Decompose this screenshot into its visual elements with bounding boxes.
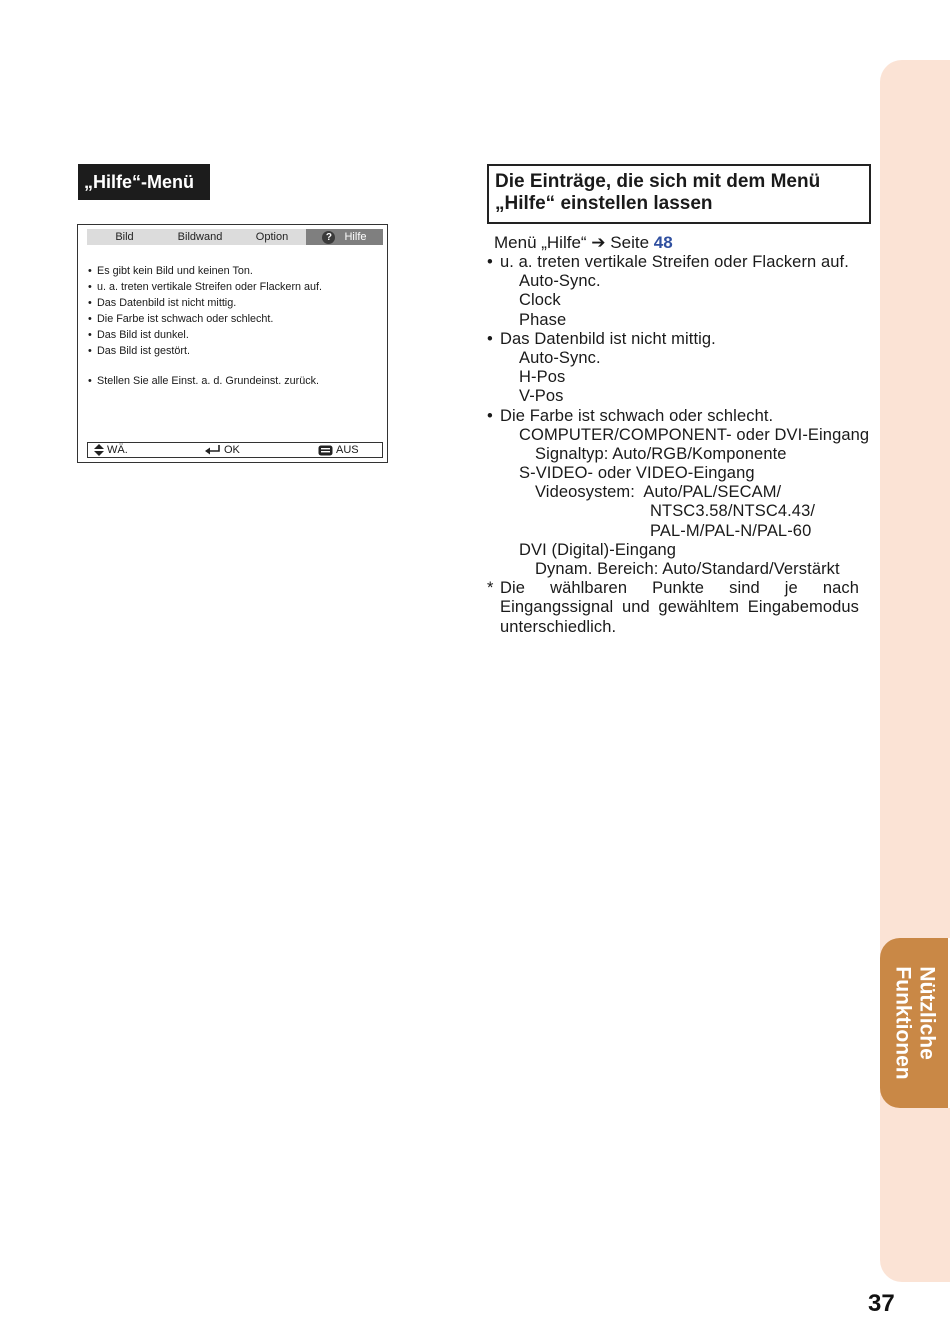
osd-footer bbox=[87, 442, 383, 458]
setting-item: COMPUTER/COMPONENT- oder DVI-Eingang bbox=[519, 425, 870, 444]
tab-hilfe bbox=[306, 229, 383, 245]
bullet-item: • u. a. treten vertikale Streifen oder Flackern auf. bbox=[487, 253, 859, 272]
enter-icon bbox=[205, 445, 221, 455]
tab-bild: Bild bbox=[115, 231, 134, 243]
bullet-item: • Die Farbe ist schwach oder schlecht. bbox=[487, 407, 859, 426]
chapter-tab[interactable] bbox=[880, 938, 950, 1108]
setting-item: Phase bbox=[519, 310, 567, 329]
list-item: • Die Farbe ist schwach oder schlecht. bbox=[88, 311, 322, 327]
setting-item: Auto-Sync. bbox=[519, 348, 601, 367]
chapter-tab-line1: Nützliche bbox=[916, 966, 939, 1060]
list-item: • Es gibt kein Bild und keinen Ton. bbox=[88, 263, 322, 279]
footer-select-label: WÄ. bbox=[107, 444, 128, 456]
setting-item: V-Pos bbox=[519, 387, 564, 406]
setting-item: Auto-Sync. bbox=[519, 272, 601, 291]
note-line-1: * Die wählbaren Punkte sind je nach bbox=[487, 579, 859, 598]
help-menu-screenshot bbox=[77, 224, 388, 463]
menu-button-icon bbox=[318, 445, 333, 456]
note-line-3: unterschiedlich. bbox=[500, 617, 617, 636]
footer-ok bbox=[205, 443, 240, 457]
section-heading: Die Einträge, die sich mit dem Menü „Hilfe“ einstellen lassen bbox=[487, 164, 871, 224]
footer-select bbox=[94, 443, 128, 457]
menu-section-title: „Hilfe“-Menü bbox=[78, 164, 210, 200]
osd-help-list bbox=[88, 263, 322, 359]
page-reference-prefix: Menü „Hilfe“ ➔ Seite bbox=[494, 233, 654, 252]
up-down-arrow-icon bbox=[94, 444, 104, 456]
list-item: • u. a. treten vertikale Streifen oder Flackern auf. bbox=[88, 279, 322, 295]
setting-item: PAL-M/PAL-N/PAL-60 bbox=[650, 521, 812, 540]
settings-list bbox=[487, 253, 870, 637]
chapter-tab-line2: Funktionen bbox=[892, 966, 915, 1080]
footer-ok-label: OK bbox=[224, 444, 240, 456]
setting-item: NTSC3.58/NTSC4.43/ bbox=[650, 502, 816, 521]
bullet-item: • Das Datenbild ist nicht mittig. bbox=[487, 330, 859, 349]
osd-reset-item: • Stellen Sie alle Einst. a. d. Grundeinst. zurück. bbox=[88, 375, 319, 387]
osd-tab-bar bbox=[87, 229, 383, 245]
tab-bildwand: Bildwand bbox=[177, 231, 223, 243]
list-item: • Das Datenbild ist nicht mittig. bbox=[88, 295, 322, 311]
setting-item: H-Pos bbox=[519, 368, 566, 387]
setting-item: DVI (Digital)-Eingang bbox=[519, 540, 677, 559]
list-item: • Das Bild ist dunkel. bbox=[88, 327, 322, 343]
page-number: 37 bbox=[868, 1290, 895, 1317]
footer-exit-label: AUS bbox=[336, 444, 359, 456]
setting-item: Dynam. Bereich: Auto/Standard/Verstärkt bbox=[535, 560, 840, 578]
list-item: • Das Bild ist gestört. bbox=[88, 343, 322, 359]
footer-exit bbox=[318, 443, 359, 457]
tab-option: Option bbox=[255, 231, 289, 243]
page-reference bbox=[494, 233, 673, 253]
note-line-2: Eingangssignal und gewähltem Eingabemodus bbox=[500, 598, 859, 617]
setting-item: S-VIDEO- oder VIDEO-Eingang bbox=[519, 464, 755, 483]
page-reference-link[interactable]: 48 bbox=[653, 233, 673, 252]
help-icon: ? bbox=[322, 231, 335, 244]
setting-item: Signaltyp: Auto/RGB/Komponente bbox=[535, 444, 787, 463]
tab-hilfe-label: Hilfe bbox=[344, 231, 367, 243]
setting-item: Videosystem: Auto/PAL/SECAM/ bbox=[535, 483, 782, 502]
setting-item: Clock bbox=[519, 291, 561, 310]
